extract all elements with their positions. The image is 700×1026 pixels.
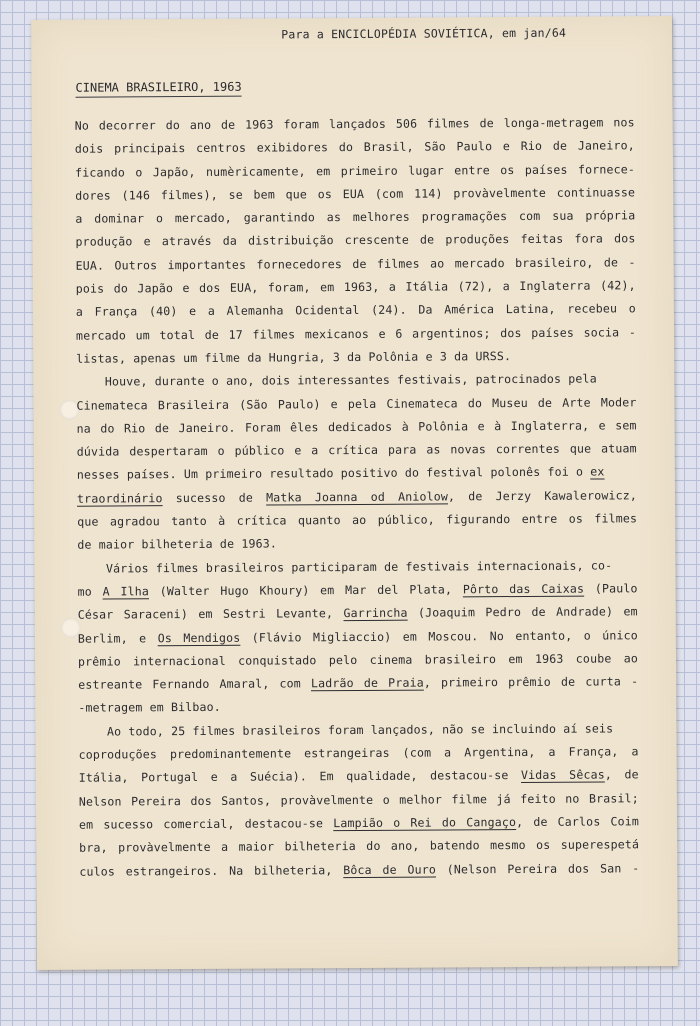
- film-title: Os Mendigos: [157, 630, 241, 645]
- document-page: [31, 16, 678, 970]
- text-segment: mo: [77, 584, 103, 599]
- film-title: Vidas Sêcas: [520, 767, 605, 783]
- text-segment: EUA. Outros importantes fornecedores de filmes ao mercado brasileiro, de -: [75, 255, 636, 273]
- text-segment: nesses países. Um primeiro resultado positivo do festival polonês foi o: [76, 465, 591, 483]
- film-title: ex: [590, 464, 605, 480]
- text-segment: em sucesso comercial, destacou-se: [78, 816, 334, 832]
- text-line: [78, 694, 638, 721]
- text-segment: -metragem em Bilbao.: [78, 700, 221, 716]
- text-line: [77, 461, 637, 488]
- text-segment: Vários filmes brasileiros participaram de festivais internacionais, co-: [77, 558, 613, 576]
- film-title: Pôrto das Caixas: [462, 581, 585, 597]
- text-segment: (Joaquim Pedro de Andrade) em: [407, 604, 638, 620]
- text-line: [78, 647, 638, 674]
- text-segment: Nelson Pereira dos Santos, provàvelmente o melhor filme já feito no Brasil;: [78, 790, 639, 809]
- text-line: [79, 740, 639, 767]
- text-segment: Cinemateca Brasileira (São Paulo) e pela Cinemateca do Museu de Arte Moder: [76, 394, 637, 413]
- text-line: [76, 368, 636, 395]
- text-line: [77, 414, 637, 441]
- text-line: [75, 204, 635, 231]
- text-segment: mercado um total de 17 filmes mexicanos e 6 argentinos; dos países socia -: [75, 324, 637, 343]
- text-line: [76, 251, 636, 278]
- text-line: [79, 857, 639, 884]
- text-segment: , de: [604, 767, 639, 782]
- text-line: [76, 298, 636, 325]
- text-segment: estreante Fernando Amaral, com: [78, 676, 312, 692]
- text-segment: , de Carlos Coim: [516, 814, 640, 829]
- film-title: Lampião o Rei do Cangaço: [333, 814, 517, 831]
- text-line: [79, 764, 639, 791]
- text-line: [77, 554, 637, 581]
- text-segment: , de Jerzy Kawalerowicz,: [447, 488, 638, 504]
- text-segment: pois do Japão e dos EUA, foram, em 1963, a Itália (72), a Inglaterra (42),: [75, 278, 636, 296]
- document-title: CINEMA BRASILEIRO, 1963: [75, 80, 241, 98]
- film-title: traordinário: [76, 490, 163, 506]
- text-segment: dores (146 filmes), se bem que os EUA (com 114) provàvelmente continuasse: [75, 185, 636, 203]
- text-segment: (Flávio Migliaccio) em Moscou. No entanto, o único: [240, 627, 638, 645]
- text-line: [78, 670, 638, 697]
- text-line: [75, 135, 635, 162]
- film-title: Bôca de Ouro: [343, 862, 437, 877]
- text-line: [78, 601, 638, 628]
- text-segment: dúvida despertaram o público e a crítica para as novas correntes que atuam: [76, 441, 637, 459]
- text-segment: , primeiro prêmio de curta -: [423, 674, 639, 690]
- text-line: [79, 833, 639, 860]
- film-title: Ladrão de Praia: [310, 675, 424, 691]
- text-segment: a França (40) e a Alemanha Ocidental (24). Da América Latina, recebeu o: [75, 301, 636, 320]
- text-segment: que agradou tanto à crítica quanto ao público, figurando entre os filmes: [77, 511, 638, 529]
- text-line: [77, 484, 637, 511]
- text-segment: (Walter Hugo Khoury) em Mar del Plata,: [148, 582, 463, 599]
- text-segment: listas, apenas um filme da Hungria, 3 da Polônia e 3 da URSS.: [76, 349, 512, 366]
- text-line: [77, 531, 637, 558]
- text-segment: produção e através da distribuição crescente de produções feitas fora dos: [75, 231, 636, 250]
- text-segment: César Saraceni) em Sestri Levante,: [77, 606, 344, 622]
- page-header: Para a ENCICLOPÉDIA SOVIÉTICA, em jan/64: [281, 25, 567, 42]
- body-text: [75, 111, 640, 883]
- text-segment: Ao todo, 25 filmes brasileiros foram lançados, não se incluindo aí seis: [78, 721, 614, 739]
- text-line: [76, 344, 636, 371]
- text-line: [79, 787, 639, 814]
- text-line: [75, 158, 635, 185]
- text-segment: sucesso de: [162, 490, 267, 505]
- text-segment: dois principais centros exibidores do Brasil, São Paulo e Rio de Janeiro,: [74, 138, 635, 156]
- text-line: [76, 391, 636, 418]
- text-line: [78, 717, 638, 744]
- film-title: Garrincha: [343, 605, 408, 621]
- text-segment: Berlim, e: [77, 630, 158, 646]
- text-segment: culos estrangeiros. Na bilheteria,: [79, 862, 344, 879]
- text-segment: a dominar o mercado, garantindo as melhores programações com sua própria: [75, 208, 636, 226]
- text-line: [77, 507, 637, 534]
- text-line: [75, 228, 635, 255]
- text-line: [78, 577, 638, 604]
- text-segment: coproduções predominantemente estrangeiras (com a Argentina, a França, a: [78, 744, 639, 762]
- film-title: Matka Joanna od Aniolow: [266, 489, 449, 505]
- text-segment: (Paulo: [584, 581, 638, 596]
- text-line: [76, 321, 636, 348]
- text-line: [78, 624, 638, 651]
- text-segment: de maior bilheteria de 1963.: [77, 536, 277, 553]
- text-segment: Houve, durante o ano, dois interessantes festivais, patrocinados pela: [76, 371, 597, 389]
- text-line: [79, 810, 639, 837]
- text-line: [77, 437, 637, 464]
- text-line: [75, 181, 635, 208]
- text-segment: No decorrer do ano de 1963 foram lançados 506 filmes de longa-metragem nos: [74, 115, 635, 133]
- text-segment: (Nelson Pereira dos San -: [435, 860, 640, 877]
- film-title: A Ilha: [102, 584, 149, 599]
- text-segment: ficando o Japão, numèricamente, em primeiro lugar entre os países fornece-: [74, 161, 636, 180]
- text-segment: na do Rio de Janeiro. Foram êles dedicados à Polônia e à Inglaterra, e sem: [76, 418, 637, 436]
- text-segment: bra, provàvelmente a maior bilheteria do ano, batendo mesmo os superespetá: [79, 837, 640, 855]
- text-line: [75, 111, 635, 138]
- text-segment: prêmio internacional conquistado pelo cinema brasileiro em 1963 coube ao: [77, 651, 639, 669]
- text-segment: Itália, Portugal e a Suécia). Em qualidade, destacou-se: [78, 768, 522, 786]
- text-line: [76, 274, 636, 301]
